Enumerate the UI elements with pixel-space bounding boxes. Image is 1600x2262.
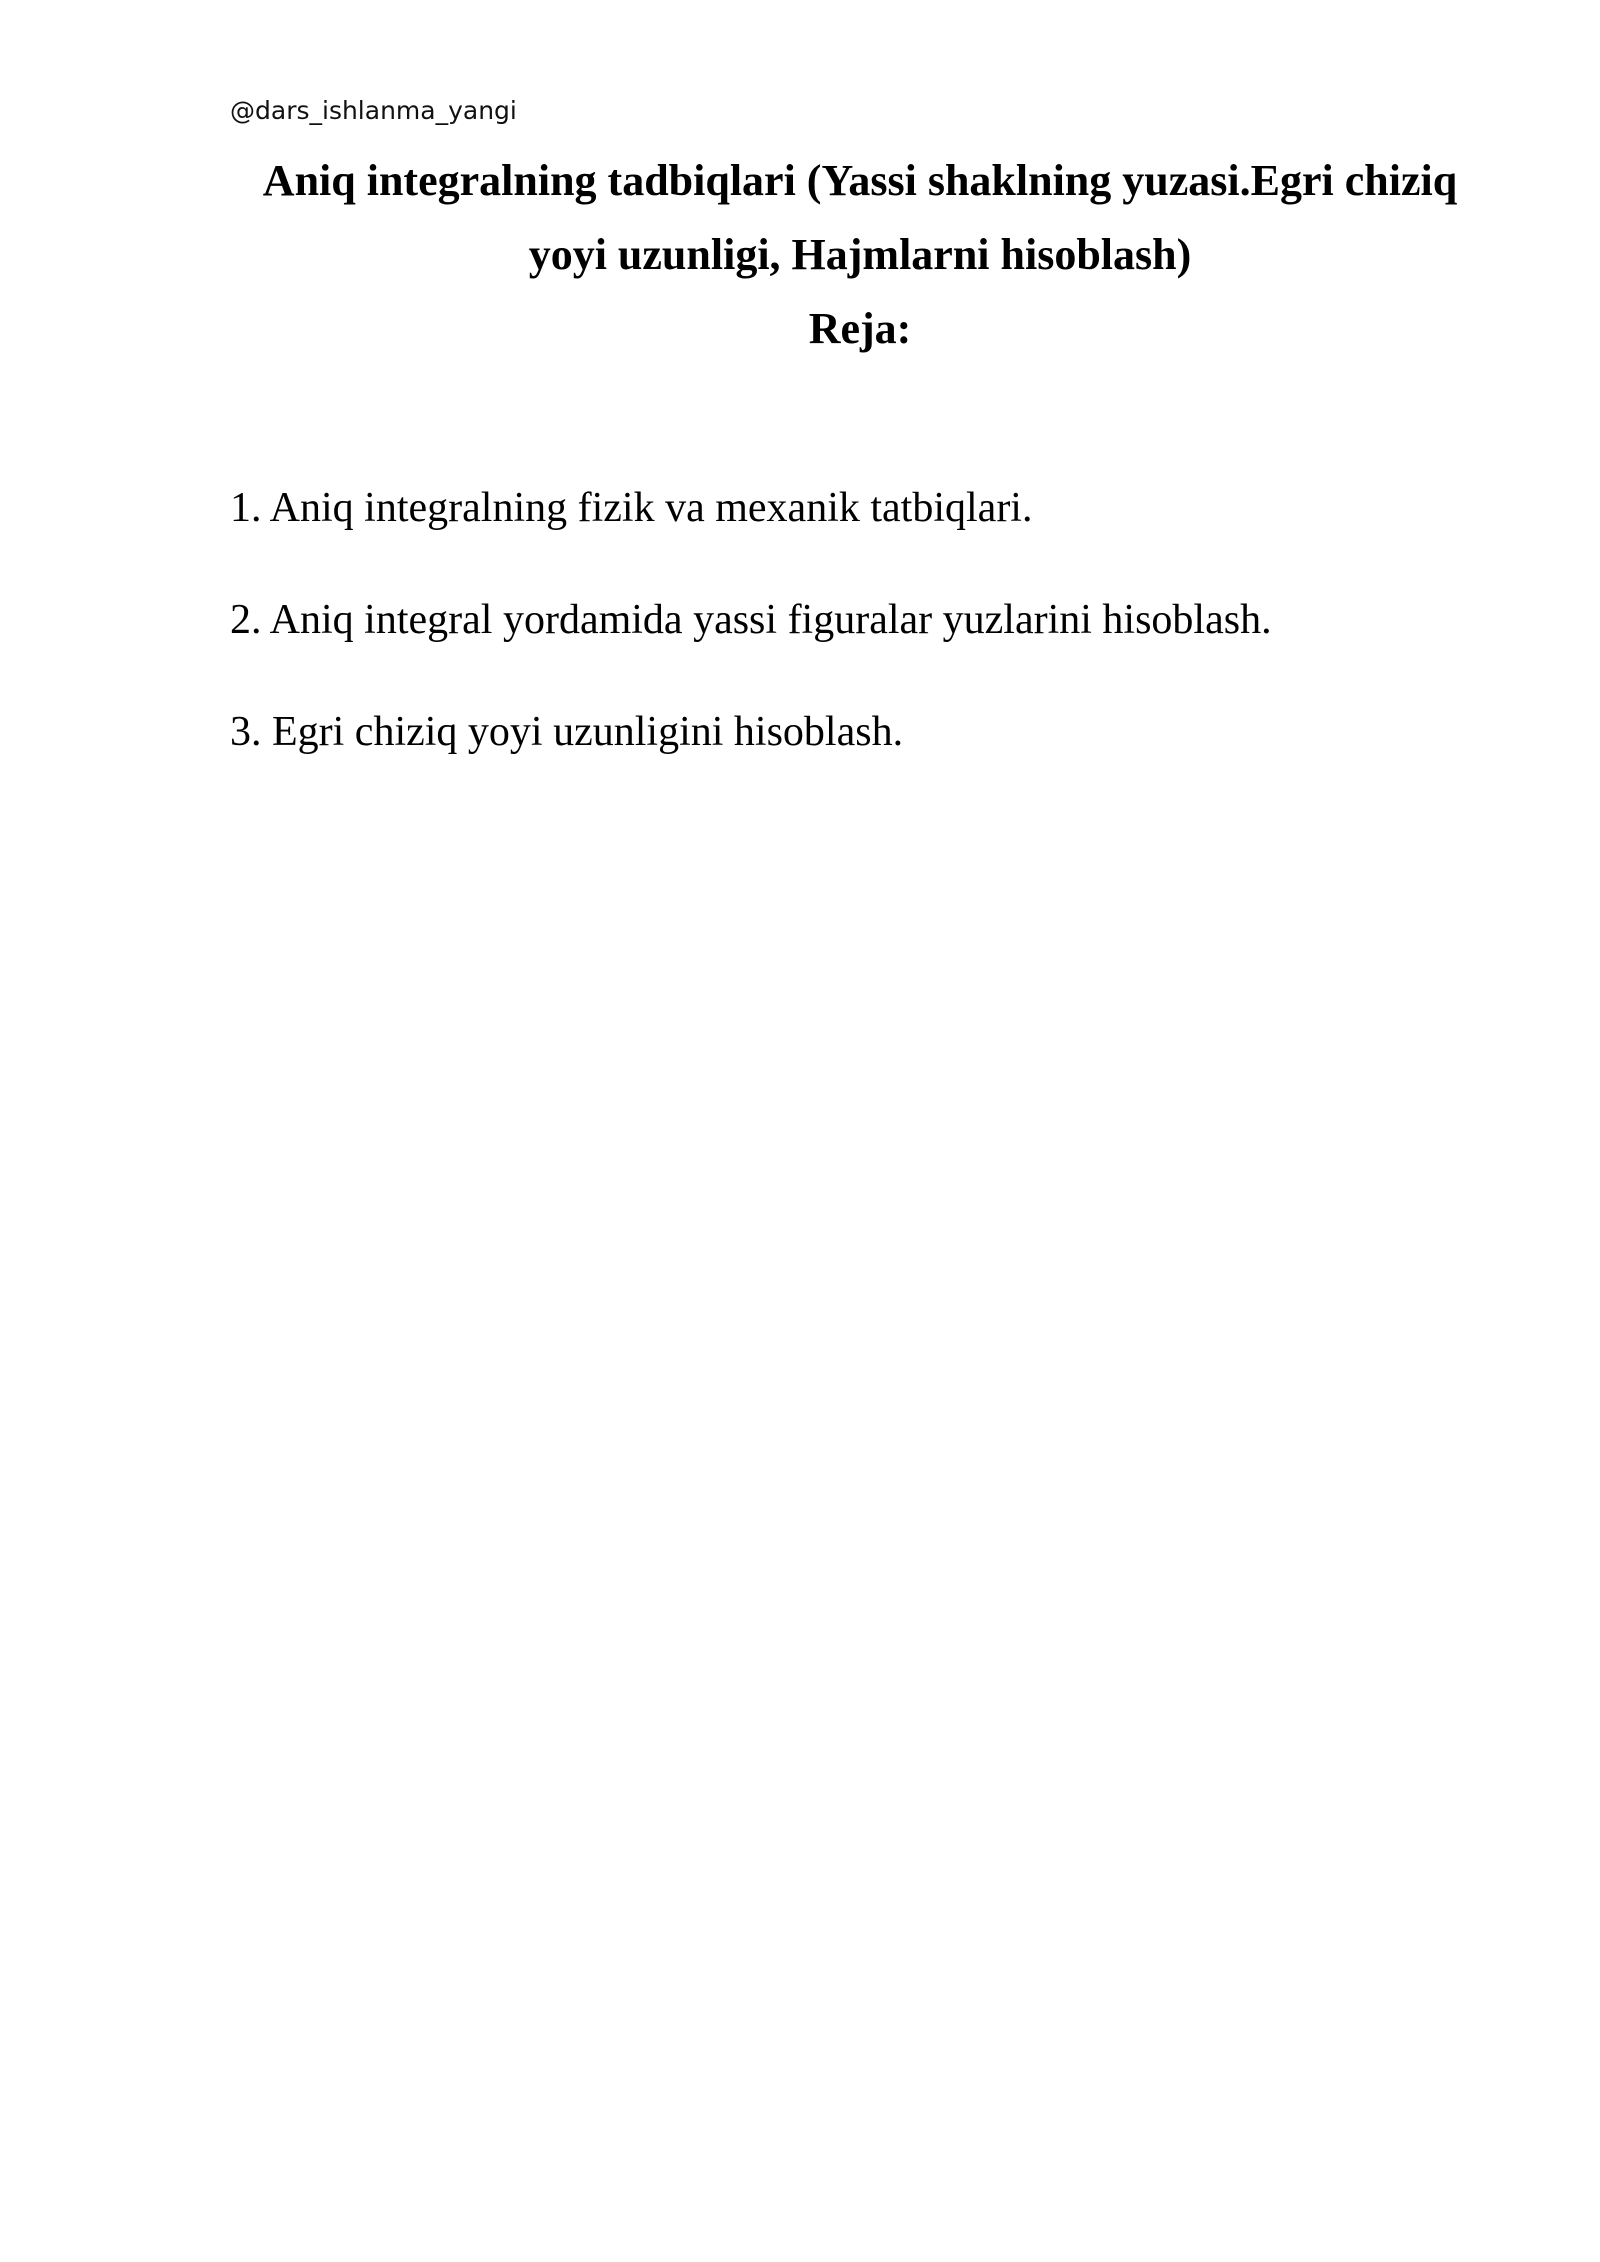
plan-item-3: 3. Egri chiziq yoyi uzunligini hisoblash. (230, 709, 904, 755)
plan-list (230, 484, 1272, 820)
document-title (200, 144, 1520, 292)
header-handle: @dars_ishlanma_yangi (230, 96, 517, 125)
title-line-2: yoyi uzunligi, Hajmlarni hisoblash) (528, 230, 1192, 279)
plan-item-1: 1. Aniq integralning fizik va mexanik tatbiqlari. (230, 485, 1033, 531)
plan-heading: Reja: (808, 304, 912, 353)
plan-item-2: 2. Aniq integral yordamida yassi figuralar yuzlarini hisoblash. (230, 597, 1272, 643)
title-line-1: Aniq integralning tadbiqlari (Yassi shaklning yuzasi.Egri chiziq (262, 156, 1458, 205)
